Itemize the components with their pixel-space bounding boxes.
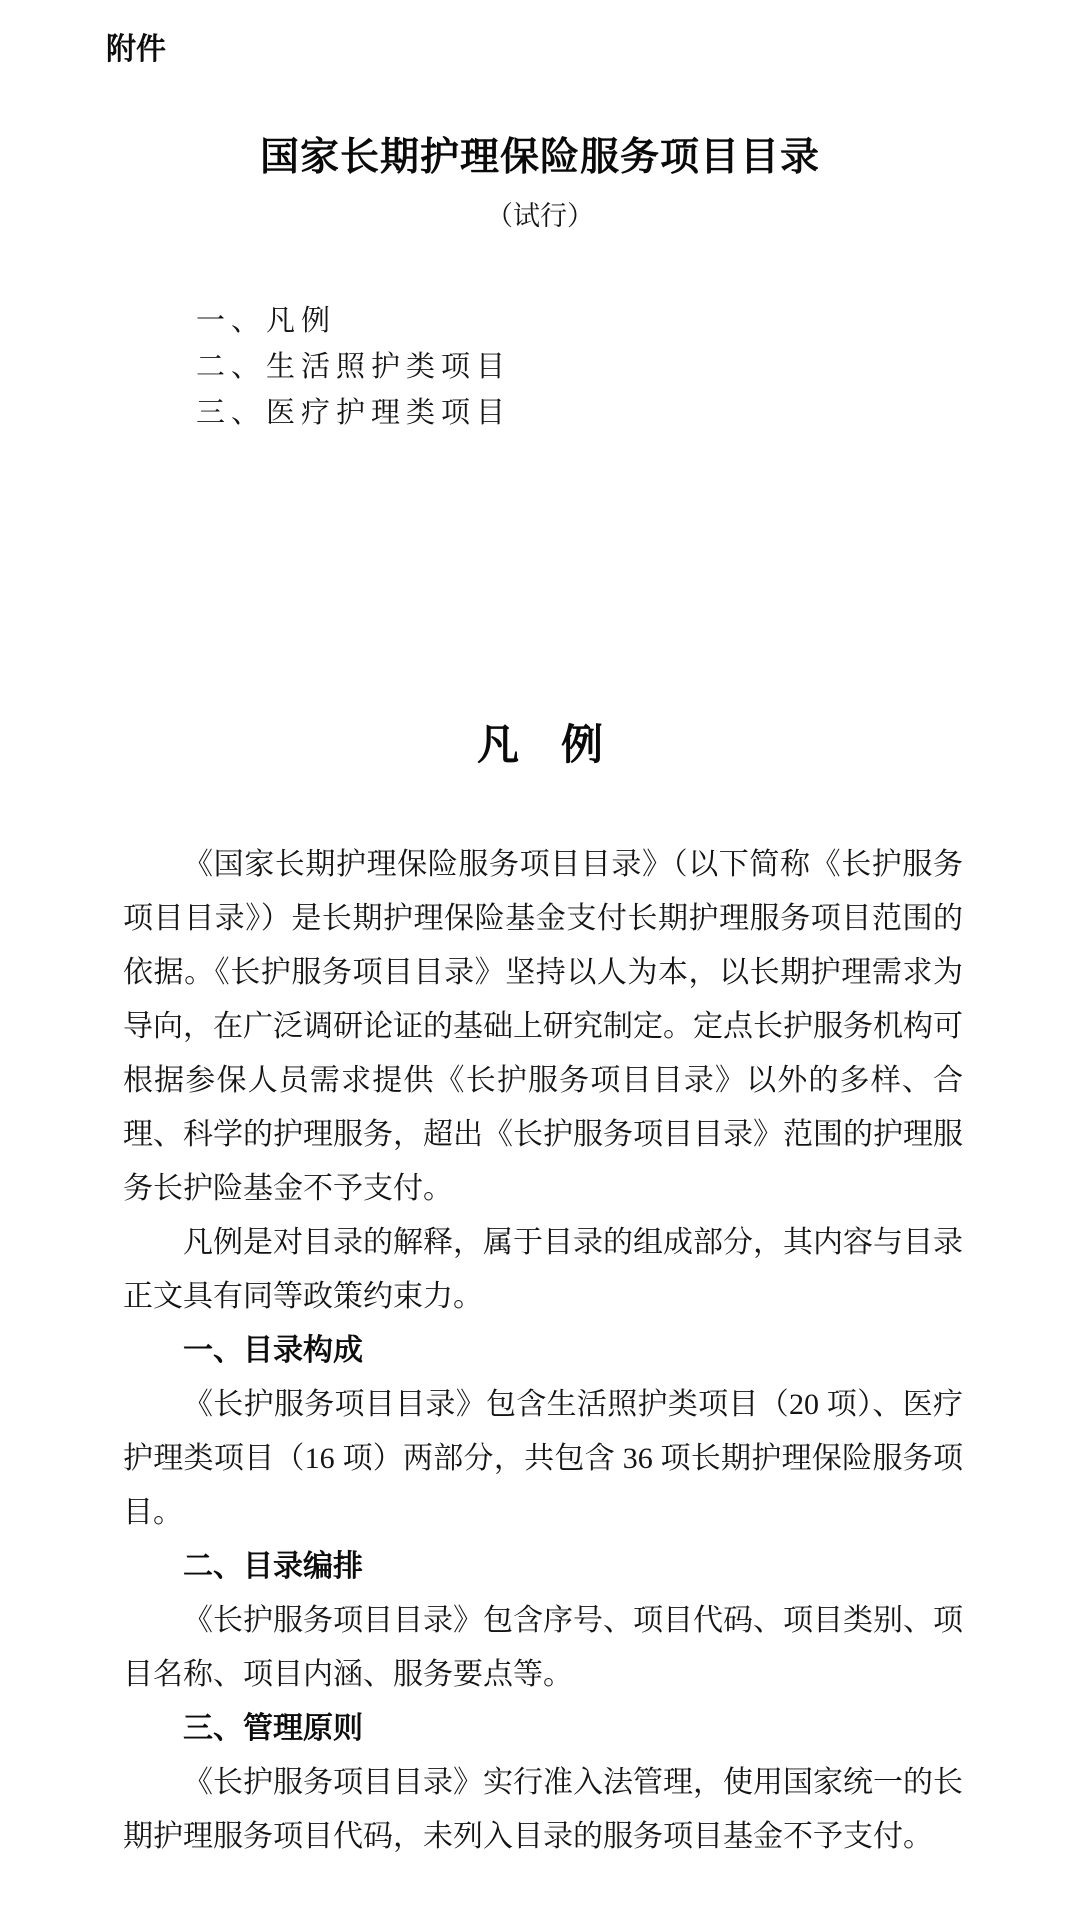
document-body xyxy=(123,838,963,1864)
body-block: 三、管理原则 xyxy=(183,1712,363,1745)
body-block: 二、目录编排 xyxy=(183,1550,363,1583)
toc-item: 一、凡例 xyxy=(196,305,337,337)
body-block: 一、目录构成 xyxy=(183,1334,363,1367)
toc-item: 三、医疗护理类项目 xyxy=(196,397,512,429)
body-block: 凡例是对目录的解释，属于目录的组成部分，其内容与目录正文具有同等政策约束力。 xyxy=(123,1226,963,1313)
body-block: 《长护服务项目目录》实行准入法管理，使用国家统一的长期护理服务项目代码，未列入目录的服务项目基金不予支付。 xyxy=(123,1766,963,1853)
body-block: 《国家长期护理保险服务项目目录》（以下简称《长护服务项目目录》）是长期护理保险基金支付长期护理服务项目范围的依据。《长护服务项目目录》坚持以人为本，以长期护理需求为导向，在广泛调研论证的基础上研究制定。定点长护服务机构可根据参保人员需求提供《长护服务项目目录》以外的多样、合理、科学的护理服务，超出《长护服务项目目录》范围的护理服务长护险基金不予支付。 xyxy=(123,848,963,1205)
attachment-label: 附件 xyxy=(106,33,166,66)
document-subtitle: （试行） xyxy=(486,201,594,231)
toc-item: 二、生活照护类项目 xyxy=(196,351,512,383)
body-block: 《长护服务项目目录》包含生活照护类项目（20 项）、医疗护理类项目（16 项）两部分，共包含 36 项长期护理保险服务项目。 xyxy=(123,1388,963,1529)
table-of-contents xyxy=(196,298,511,436)
document-title: 国家长期护理保险服务项目目录 xyxy=(259,136,820,179)
body-block: 《长护服务项目目录》包含序号、项目代码、项目类别、项目名称、项目内涵、服务要点等。 xyxy=(123,1604,963,1691)
section-heading: 凡 例 xyxy=(476,723,603,769)
